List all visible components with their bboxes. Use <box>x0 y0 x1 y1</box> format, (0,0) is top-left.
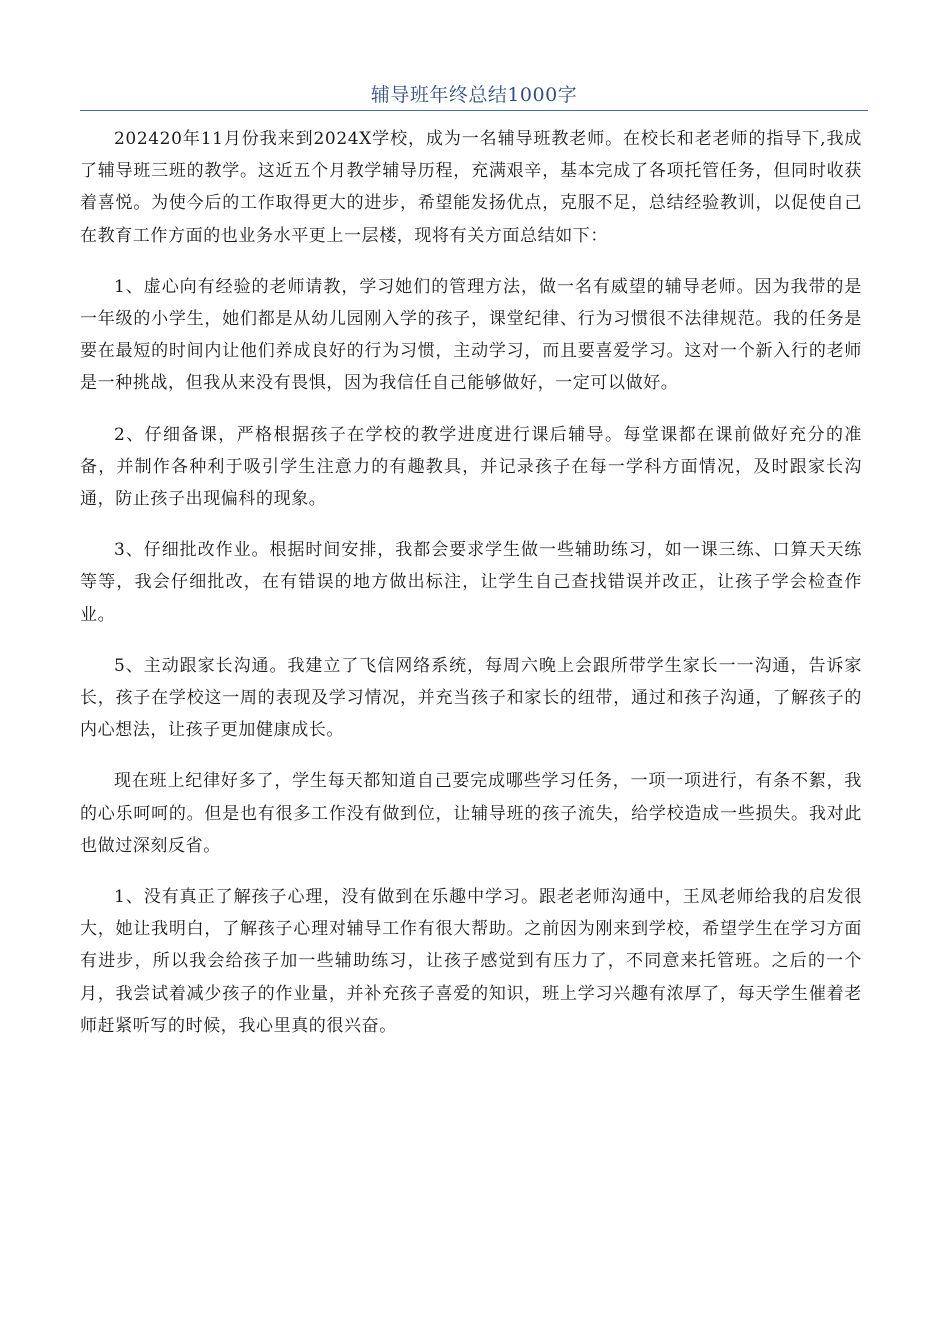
document-body <box>80 123 862 1061</box>
paragraph-intro: 202420年11月份我来到2024X学校，成为一名辅导班教老师。在校长和老老师的指导下,我成了辅导班三班的教学。这近五个月教学辅导历程，充满艰辛，基本完成了各项托管任务，但同时收获着喜悦。为使今后的工作取得更大的进步，希望能发扬优点，克服不足，总结经验教训，以促使自己在教育工作方面的也业务水平更上一层楼，现将有关方面总结如下： <box>80 129 862 246</box>
document-title: 辅导班年终总结1000字 <box>370 84 578 106</box>
paragraph-point-3: 3、仔细批改作业。根据时间安排，我都会要求学生做一些辅助练习，如一课三练、口算天天练等等，我会仔细批改，在有错误的地方做出标注，让学生自己查找错误并改正，让孩子学会检查作业。 <box>80 540 862 625</box>
paragraph-point-1: 1、虚心向有经验的老师请教，学习她们的管理方法，做一名有威望的辅导老师。因为我带的是一年级的小学生，她们都是从幼儿园刚入学的孩子，课堂纪律、行为习惯很不法律规范。我的任务是要在最短的时间内让他们养成良好的行为习惯，主动学习，而且要喜爱学习。这对一个新入行的老师是一种挑战，但我从来没有畏惧，因为我信任自己能够做好，一定可以做好。 <box>80 276 862 394</box>
paragraph-reflection: 现在班上纪律好多了，学生每天都知道自己要完成哪些学习任务，一项一项进行，有条不絮，我的心乐呵呵的。但是也有很多工作没有做到位，让辅导班的孩子流失，给学校造成一些损失。我对此也做过深刻反省。 <box>80 771 862 856</box>
title-divider <box>80 110 868 111</box>
paragraph-point-5: 5、主动跟家长沟通。我建立了飞信网络系统，每周六晚上会跟所带学生家长一一沟通，告诉家长，孩子在学校这一周的表现及学习情况，并充当孩子和家长的纽带，通过和孩子沟通，了解孩子的内心想法，让孩子更加健康成长。 <box>80 655 862 741</box>
paragraph-shortcoming-1: 1、没有真正了解孩子心理，没有做到在乐趣中学习。跟老老师沟通中，王凤老师给我的启发很大，她让我明白，了解孩子心理对辅导工作有很大帮助。之前因为刚来到学校，希望学生在学习方面有进步，所以我会给孩子加一些辅助练习，让孩子感觉到有压力了，不同意来托管班。之后的一个月，我尝试着减少孩子的作业量，并补充孩子喜爱的知识，班上学习兴趣有浓厚了，每天学生催着老师赶紧听写的时候，我心里真的很兴奋。 <box>80 887 862 1036</box>
paragraph-point-2: 2、仔细备课，严格根据孩子在学校的教学进度进行课后辅导。每堂课都在课前做好充分的准备，并制作各种利于吸引学生注意力的有趣教具，并记录孩子在每一学科方面情况，及时跟家长沟通，防止孩子出现偏科的现象。 <box>80 424 862 510</box>
